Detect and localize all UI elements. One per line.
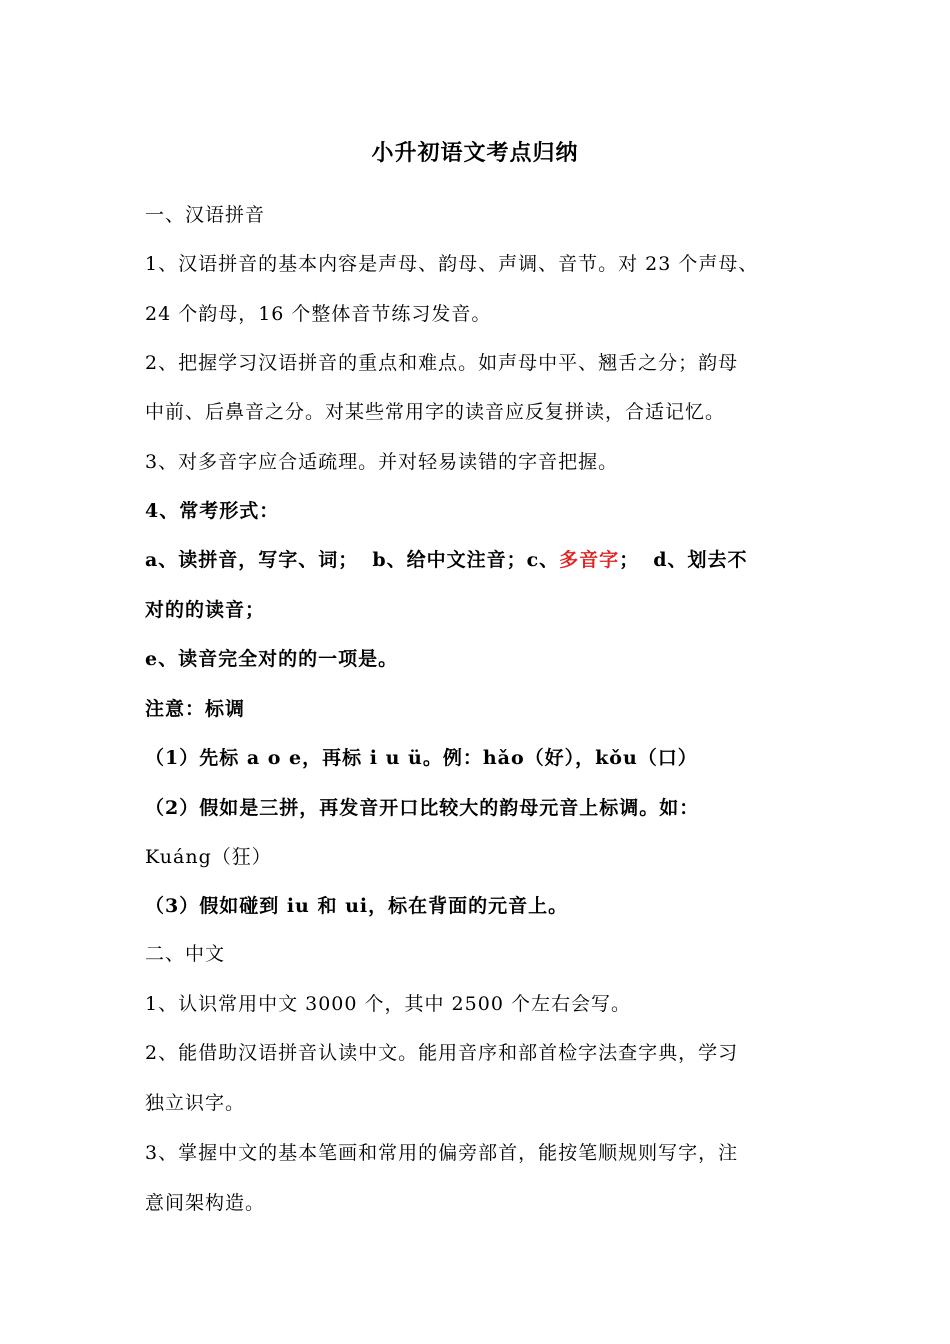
highlight-polyphonic: 多音字 [559, 549, 620, 571]
paragraph-line: 1、认识常用中文 3000 个，其中 2500 个左右会写。 [145, 993, 631, 1015]
note-heading: 注意：标调 [145, 698, 246, 720]
section-heading-chinese: 二、中文 [145, 943, 226, 965]
tone-rule-3: （3）假如碰到 iu 和 ui，标在背面的元音上。 [145, 895, 569, 917]
exam-forms-heading: 4、常考形式： [145, 500, 280, 522]
exam-forms-line: e、读音完全对的的一项是。 [145, 648, 399, 670]
paragraph-line: 2、能借助汉语拼音认读中文。能用音序和部首检字法查字典，学习 [145, 1042, 739, 1064]
paragraph-line: 1、汉语拼音的基本内容是声母、韵母、声调、音节。对 23 个声母、 [145, 253, 759, 275]
paragraph-line: 3、对多音字应合适疏理。并对轻易读错的字音把握。 [145, 451, 619, 473]
document-title: 小升初语文考点归纳 [371, 140, 579, 166]
form-c-end: ； [619, 549, 640, 571]
paragraph-line: 3、掌握中文的基本笔画和常用的偏旁部首，能按笔顺规则写字，注 [145, 1142, 739, 1164]
paragraph-line: 中前、后鼻音之分。对某些常用字的读音应反复拼读，合适记忆。 [145, 401, 726, 423]
exam-forms-line: 对的的读音； [145, 599, 266, 621]
paragraph-line: 独立识字。 [145, 1092, 246, 1114]
form-b: b、给中文注音；c、 [372, 549, 560, 571]
paragraph-line: 2、把握学习汉语拼音的重点和难点。如声母中平、翘舌之分；韵母 [145, 352, 739, 374]
exam-forms-line [145, 547, 748, 573]
tone-rule-2: （2）假如是三拼，再发音开口比较大的韵母元音上标调。如： [145, 797, 700, 819]
form-d: d、划去不 [653, 549, 748, 571]
paragraph-line: 意间架构造。 [145, 1192, 266, 1214]
section-heading-pinyin: 一、汉语拼音 [145, 204, 266, 226]
tone-rule-1: （1）先标 a o e，再标 i u ü。例：hǎo（好），kǒu（口） [145, 747, 698, 769]
tone-rule-2-example: Kuáng（狂） [145, 846, 272, 868]
paragraph-line: 24 个韵母，16 个整体音节练习发音。 [145, 303, 492, 325]
form-a: a、读拼音，写字、词； [145, 549, 359, 571]
